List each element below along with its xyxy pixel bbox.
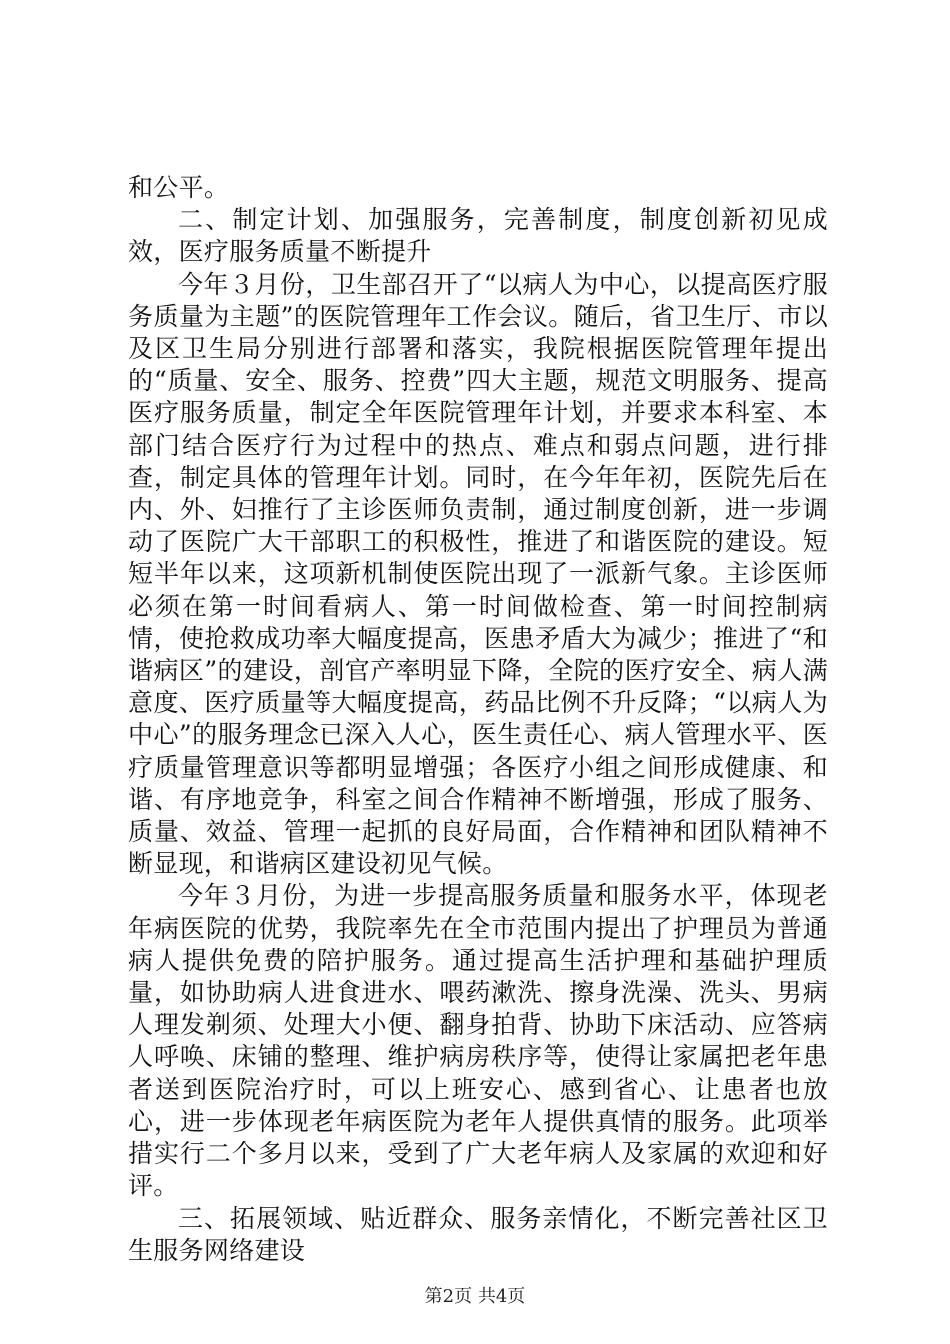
paragraph-3: 今年３月份，卫生部召开了“以病人为中心，以提高医疗服务质量为主题”的医院管理年工作会议。随后，省卫生厅、市以及区卫生局分别进行部署和落实，我院根据医院管理年提出的“质量、安全、服务、控费”四大主题，规范文明服务、提高医疗服务质量，制定全年医院管理年计划，并要求本科室、本部门结合医疗行为过程中的热点、难点和弱点问题，进行排查，制定具体的管理年计划。同时，在今年年初，医院先后在内、外、妇推行了主诊医师负责制，通过制度创新，进一步调动了医院广大干部职工的积极性，推进了和谐医院的建设。短短半年以来，这项新机制使医院出现了一派新气象。主诊医师必须在第一时间看病人、第一时间做检查、第一时间控制病情，使抢救成功率大幅度提高，医患矛盾大为减少；推进了“和谐病区”的建设，剖官产率明显下降，全院的医疗安全、病人满意度、医疗质量等大幅度提高，药品比例不升反降；“以病人为中心”的服务理念已深入人心，医生责任心、病人管理水平、医疗质量管理意识等都明显增强；各医疗小组之间形成健康、和谐、有序地竞争，科室之间合作精神不断增强，形成了服务、质量、效益、管理一起抓的良好局面，合作精神和团队精神不断显现，和谐病区建设初见气候。 [128, 269, 828, 879]
paragraph-1: 和公平。 [128, 173, 230, 202]
section-heading-2: 二、制定计划、加强服务，完善制度，制度创新初见成效，医疗服务质量不断提升 [128, 205, 828, 267]
document-body [128, 172, 828, 1267]
section-heading-3: 三、拓展领域、贴近群众、服务亲情化，不断完善社区卫生服务网络建设 [128, 1203, 828, 1265]
paragraph-4: 今年３月份，为进一步提高服务质量和服务水平，体现老年病医院的优势，我院率先在全市范围内提出了护理员为普通病人提供免费的陪护服务。通过提高生活护理和基础护理质量，如协助病人进食进水、喂药漱洗、擦身洗澡、洗头、男病人理发剃须、处理大小便、翻身拍背、协助下床活动、应答病人呼唤、床铺的整理、维护病房秩序等，使得让家属把老年患者送到医院治疗时，可以上班安心、感到省心、让患者也放心，进一步体现老年病医院为老年人提供真情的服务。此项举措实行二个多月以来，受到了广大老年病人及家属的欢迎和好评。 [128, 881, 828, 1201]
page-number-footer: 第2页 共4页 [424, 1286, 526, 1307]
